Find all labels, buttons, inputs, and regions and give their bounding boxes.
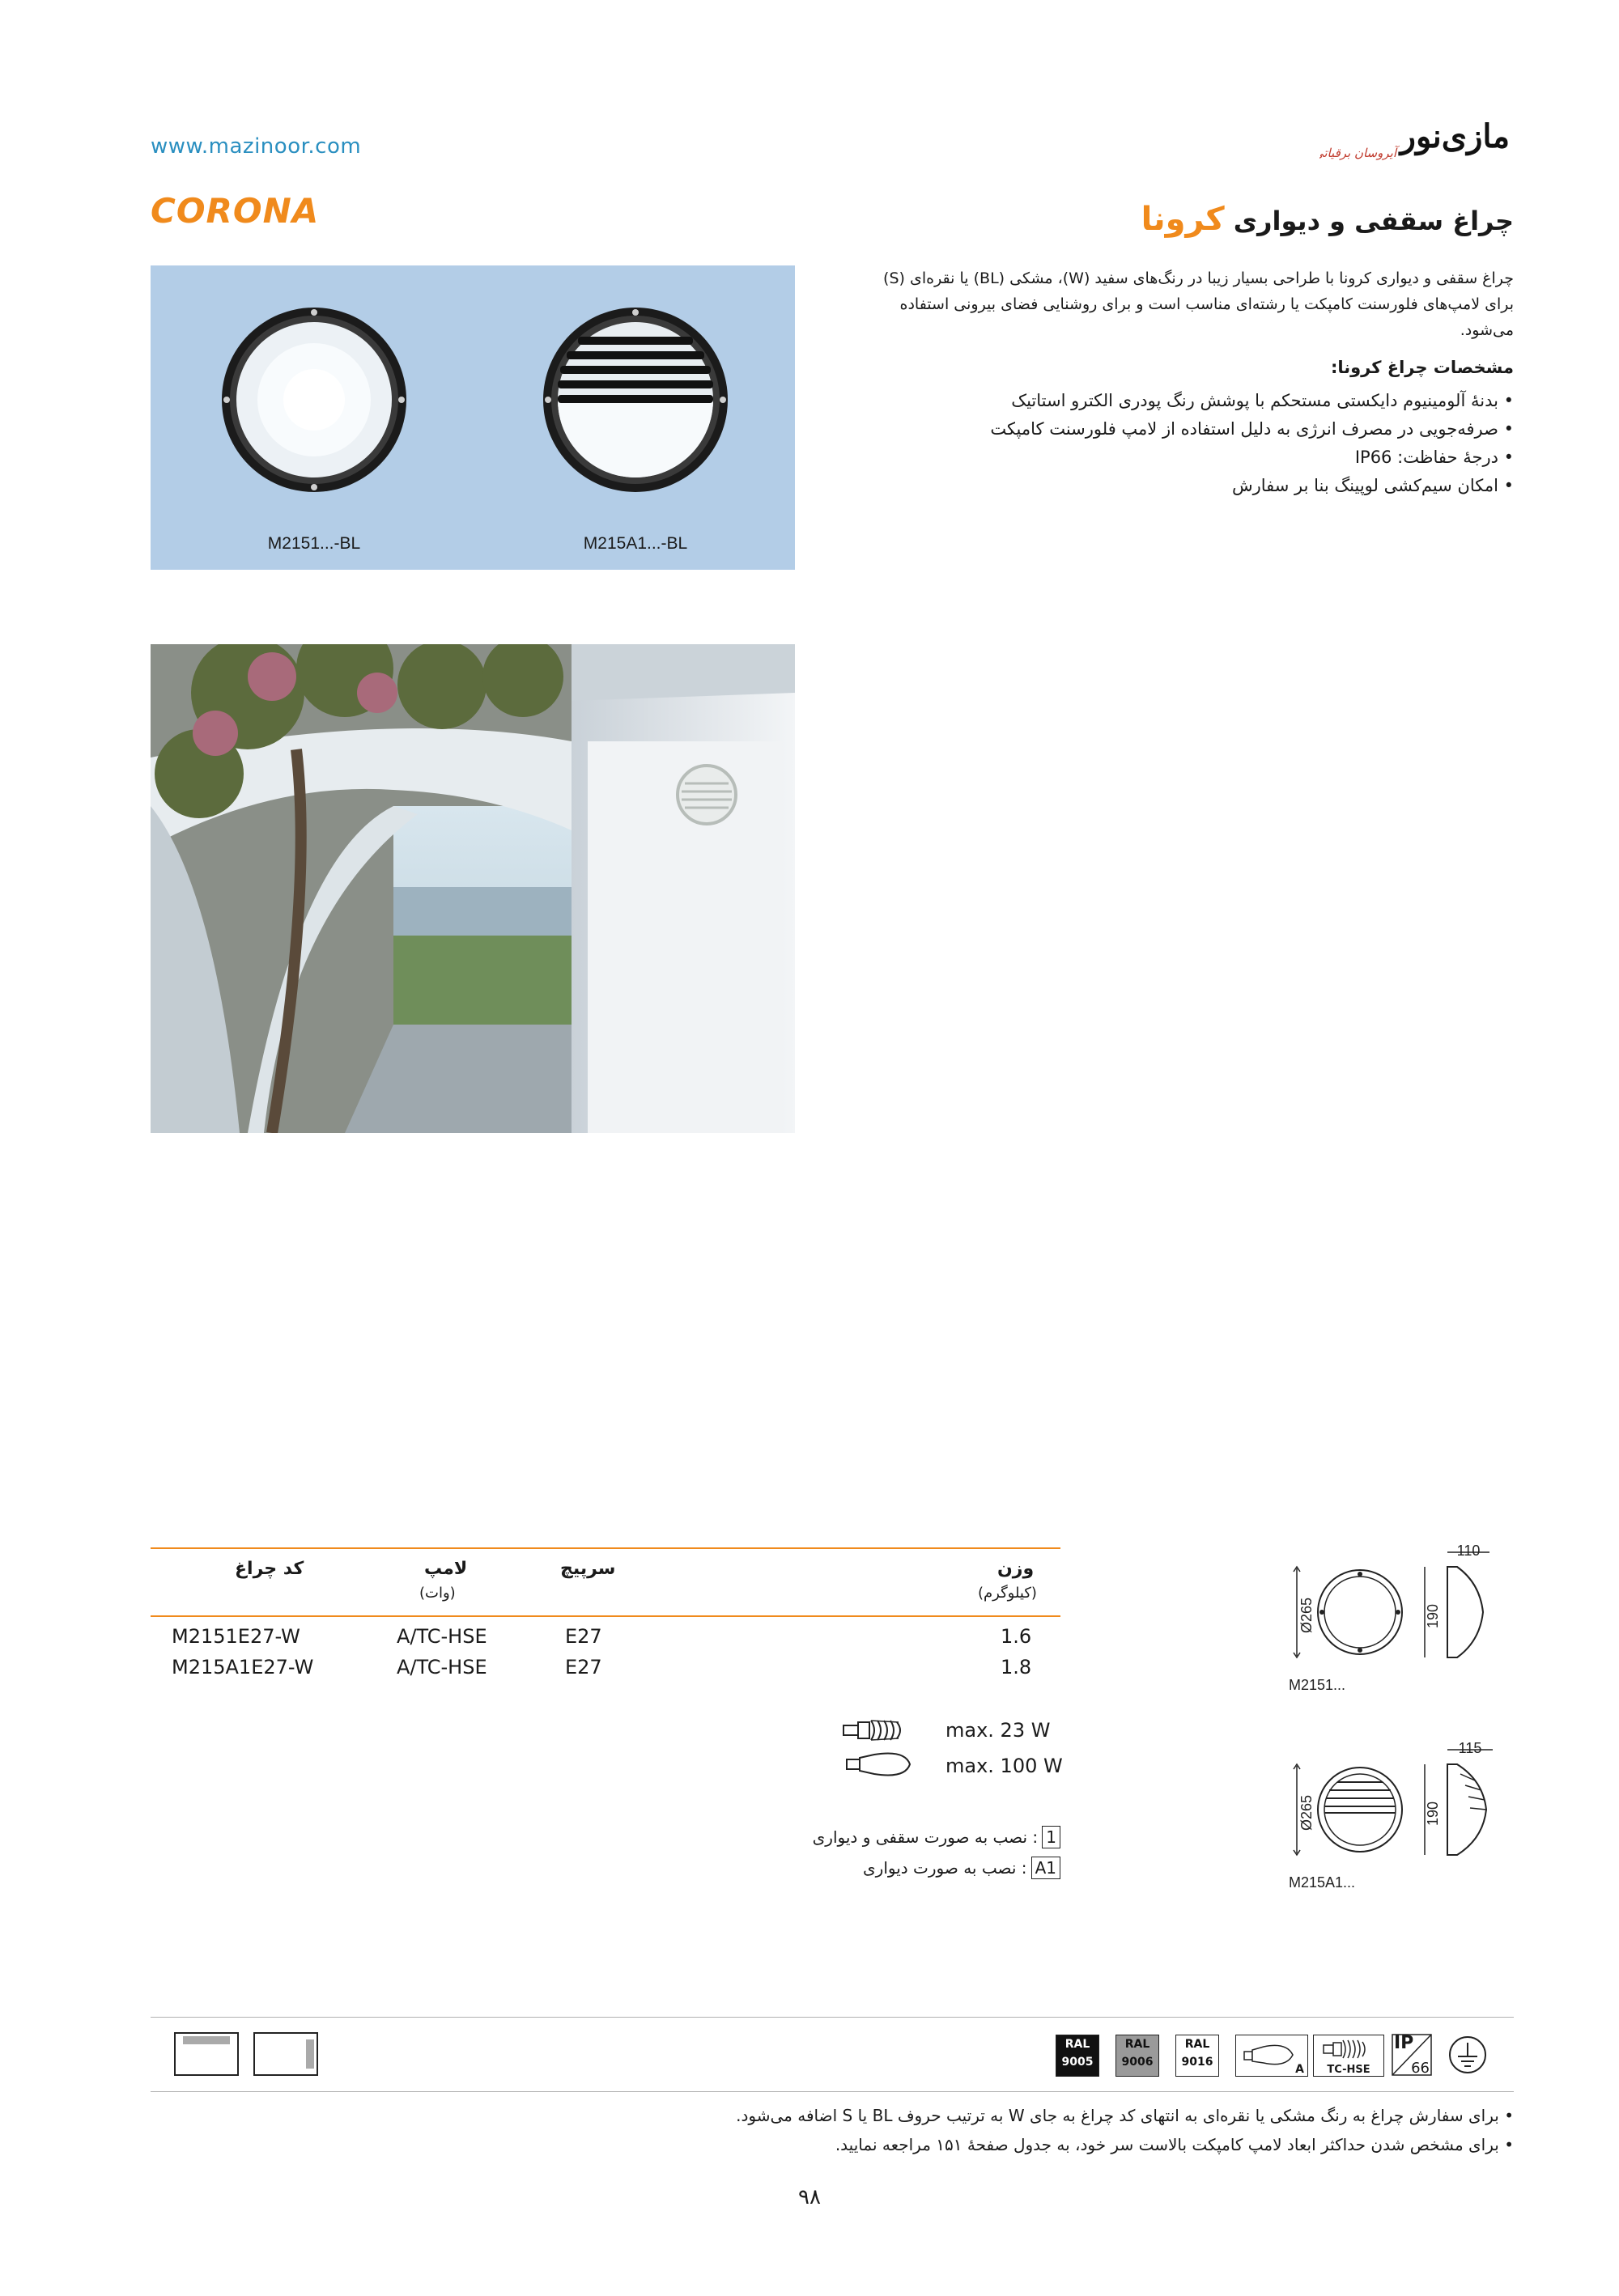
col-header-socket: سرپیچ	[560, 1559, 616, 1579]
mounting-notes	[813, 1826, 1060, 1879]
brand-tagline: آیروسان برقیاتی	[1319, 146, 1396, 160]
diameter-label: Ø265	[1298, 1597, 1315, 1633]
lamp-tc-hse-badge: TC-HSE	[1313, 2035, 1384, 2077]
col-header-lamp: لامپ	[424, 1559, 468, 1579]
mounting-note: A1 : نصب به صورت دیواری	[813, 1857, 1060, 1879]
incandescent-max-wattage: max. 100 W	[945, 1755, 1063, 1777]
ral-9016-badge: RAL 9016	[1175, 2035, 1219, 2077]
ral-9006-badge: RAL 9006	[1115, 2035, 1159, 2077]
mounting-code-box: A1	[1031, 1857, 1060, 1879]
table-header-rule	[151, 1615, 1060, 1617]
incandescent-bulb-icon	[845, 1748, 918, 1780]
lamp-a-badge: A	[1235, 2035, 1308, 2077]
product-title-fa	[1141, 201, 1514, 238]
footer-rule-bottom	[151, 2091, 1514, 2092]
technical-drawing-plain	[1289, 1543, 1515, 1696]
product-description: چراغ سقفی و دیواری کرونا با طراحی بسیار زیبا در رنگ‌های سفید (W)، مشکی (BL) یا نقره‌ای (S) برای لامپ‌های فلورسنت کامپکت یا رشته‌ای مناسب است و برای روشنایی فضای بیرونی استفاده می‌شود.	[883, 269, 1514, 339]
product-title-fa-highlight: کرونا	[1141, 201, 1225, 238]
round-lamp-plain-icon	[222, 308, 406, 492]
col-header-weight-unit: (کیلوگرم)	[978, 1585, 1037, 1602]
image-label-plain: M2151...-BL	[267, 534, 361, 553]
table-top-rule	[151, 1547, 1060, 1549]
col-header-weight: وزن	[997, 1559, 1035, 1579]
earth-ground-icon	[1447, 2035, 1488, 2075]
cfl-bulb-icon	[1314, 2035, 1383, 2063]
footnotes	[736, 2101, 1514, 2159]
image-label-grille: M215A1...-BL	[583, 534, 688, 553]
product-images-panel	[151, 265, 795, 570]
ip66-badge: IP 66	[1394, 2033, 1430, 2077]
footer-rule-top	[151, 2017, 1514, 2018]
drawing-label: M215A1...	[1289, 1874, 1356, 1891]
cfl-bulb-icon	[842, 1714, 915, 1746]
installation-photo	[151, 644, 795, 1133]
product-title-fa-main: چراغ سقفی و دیواری	[1233, 206, 1514, 236]
cfl-max-wattage: max. 23 W	[945, 1719, 1051, 1742]
spec-item: • درجهٔ حفاظت: IP66	[1354, 448, 1514, 467]
mounting-note: 1 : نصب به صورت سقفی و دیواری	[813, 1826, 1060, 1848]
brand-logo	[1319, 118, 1514, 163]
ceiling-mount-icon	[173, 2031, 240, 2077]
badge-row	[1056, 2033, 1488, 2078]
depth-label: 115	[1458, 1740, 1482, 1756]
wall-mount-icon	[253, 2031, 319, 2077]
page-number: ۹۸	[798, 2185, 821, 2209]
technical-drawing-grille	[1289, 1740, 1515, 1894]
product-title-en: CORONA	[151, 191, 320, 231]
col-header-lamp-unit: (وات)	[419, 1585, 456, 1602]
spec-item: • بدنهٔ آلومینیوم دایکستی مستحکم با پوشش رنگ پودری الکترو استاتیک	[1011, 391, 1514, 410]
website-url[interactable]: www.mazinoor.com	[151, 134, 362, 159]
spec-item: • صرفه‌جویی در مصرف انرژی به دلیل استفاده از لامپ فلورسنت کامپکت	[990, 419, 1514, 439]
specs-heading: مشخصات چراغ کرونا:	[1330, 358, 1514, 377]
col-header-code: کد چراغ	[235, 1559, 304, 1579]
diameter-label: Ø265	[1298, 1794, 1315, 1831]
round-lamp-grille-icon	[543, 308, 728, 492]
drawing-label: M2151...	[1289, 1677, 1346, 1693]
mounting-code-box: 1	[1042, 1826, 1060, 1848]
ral-9005-badge: RAL 9005	[1056, 2035, 1099, 2077]
height-label: 190	[1425, 1603, 1441, 1628]
height-label: 190	[1425, 1801, 1441, 1826]
spec-item: • امکان سیم‌کشی لوپینگ بنا بر سفارش	[1231, 476, 1514, 495]
specs-list	[882, 353, 1514, 500]
footnote-item: • برای سفارش چراغ به رنگ مشکی یا نقره‌ای به انتهای کد چراغ به جای W به ترتیب حروف BL یا S اضافه می‌شود.	[736, 2106, 1514, 2125]
depth-label: 110	[1456, 1543, 1481, 1559]
footnote-item: • برای مشخص شدن حداکثر ابعاد لامپ کامپکت بالاست سر خود، به جدول صفحهٔ ۱۵۱ مراجعه نمایید.	[835, 2135, 1514, 2154]
lamp-wattage-block	[842, 1714, 1069, 1795]
brand-logo-text: مازی‌نور	[1400, 118, 1510, 155]
specs-table: کد چراغ لامپ (وات) سرپیچ وزن (کیلوگرم) M2151E27-W A/TC-HSE E27 1.6 M215A1E27-W A/TC-HSE E27 1.8	[151, 1547, 1060, 1677]
